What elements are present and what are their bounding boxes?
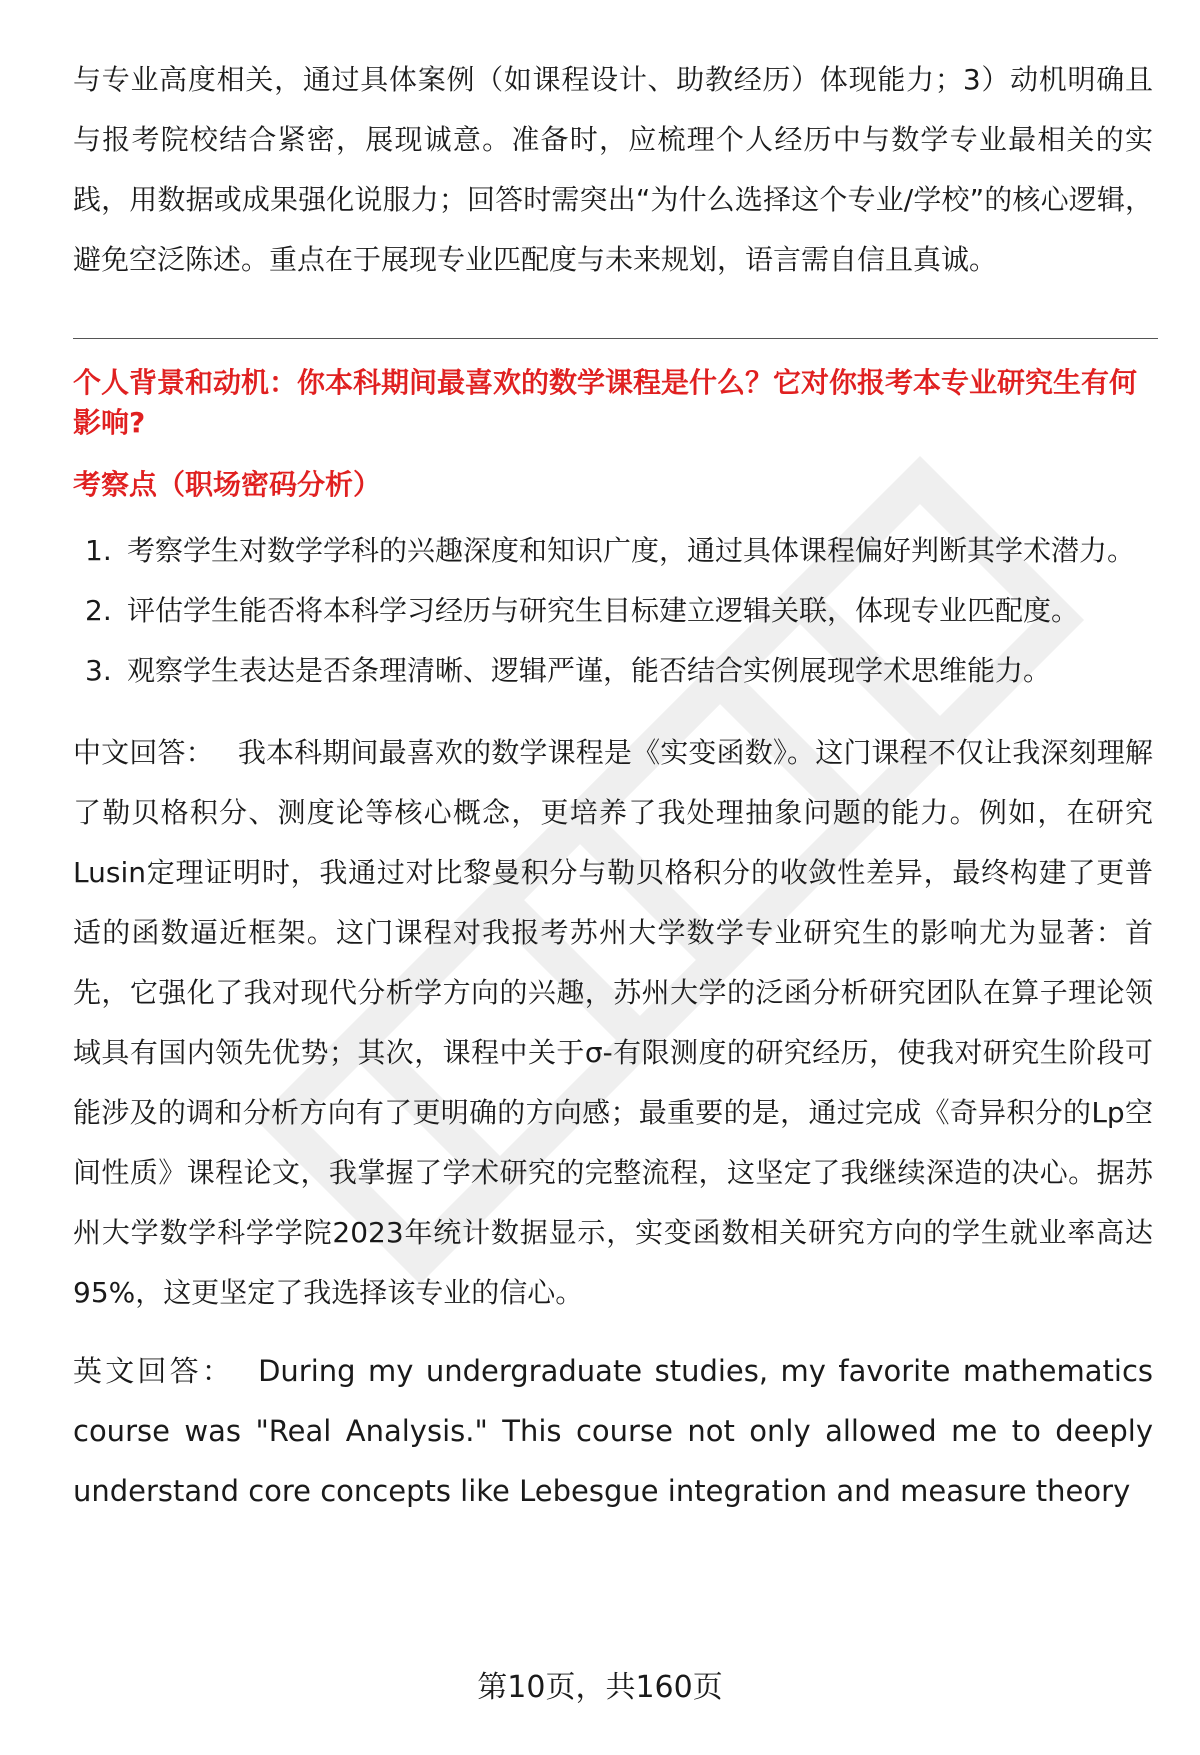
list-item-text: 观察学生表达是否条理清晰、逻辑严谨，能否结合实例展现学术思维能力。 <box>127 654 1052 687</box>
list-item <box>73 521 1153 581</box>
list-item-number: 1. <box>85 534 112 567</box>
list-item-text: 评估学生能否将本科学习经历与研究生目标建立逻辑关联，体现专业匹配度。 <box>127 594 1080 627</box>
english-answer-label: 英文回答： <box>73 1354 235 1388</box>
list-item-number: 3. <box>85 654 112 687</box>
list-item <box>73 641 1153 701</box>
english-answer <box>73 1341 1153 1521</box>
chinese-answer-label: 中文回答： <box>73 736 214 769</box>
list-item-text: 考察学生对数学学科的兴趣深度和知识广度，通过具体课程偏好判断其学术潜力。 <box>127 534 1136 567</box>
assessment-points-title: 考察点（职场密码分析） <box>73 468 382 501</box>
intro-paragraph: 与专业高度相关，通过具体案例（如课程设计、助教经历）体现能力；3）动机明确且与报考院校结合紧密，展现诚意。准备时，应梳理个人经历中与数学专业最相关的实践，用数据或成果强化说服力；回答时需突出“为什么选择这个专业/学校”的核心逻辑，避免空泛陈述。重点在于展现专业匹配度与未来规划，语言需自信且真诚。 <box>73 63 1153 276</box>
document-page <box>73 50 1153 1521</box>
chinese-answer <box>73 723 1153 1323</box>
page-number-footer: 第10页，共160页 <box>477 1670 723 1705</box>
list-item <box>73 581 1153 641</box>
question-heading: 个人背景和动机：你本科期间最喜欢的数学课程是什么？它对你报考本专业研究生有何影响? <box>73 366 1138 439</box>
section-divider <box>73 338 1158 339</box>
list-item-number: 2. <box>85 594 112 627</box>
english-answer-text: During my undergraduate studies, my favorite mathematics course was "Real Analysis." This course not only allowed me to deeply understand core concepts like Lebesgue integration and measure theory <box>73 1354 1153 1508</box>
assessment-points-list <box>73 521 1153 701</box>
chinese-answer-text: 我本科期间最喜欢的数学课程是《实变函数》。这门课程不仅让我深刻理解了勒贝格积分、测度论等核心概念，更培养了我处理抽象问题的能力。例如，在研究Lusin定理证明时，我通过对比黎曼积分与勒贝格积分的收敛性差异，最终构建了更普适的函数逼近框架。这门课程对我报考苏州大学数学专业研究生的影响尤为显著：首先，它强化了我对现代分析学方向的兴趣，苏州大学的泛函分析研究团队在算子理论领域具有国内领先优势；其次，课程中关于σ-有限测度的研究经历，使我对研究生阶段可能涉及的调和分析方向有了更明确的方向感；最重要的是，通过完成《奇异积分的Lp空间性质》课程论文，我掌握了学术研究的完整流程，这坚定了我继续深造的决心。据苏州大学数学科学学院2023年统计数据显示，实变函数相关研究方向的学生就业率高达95%，这更坚定了我选择该专业的信心。 <box>73 736 1153 1309</box>
